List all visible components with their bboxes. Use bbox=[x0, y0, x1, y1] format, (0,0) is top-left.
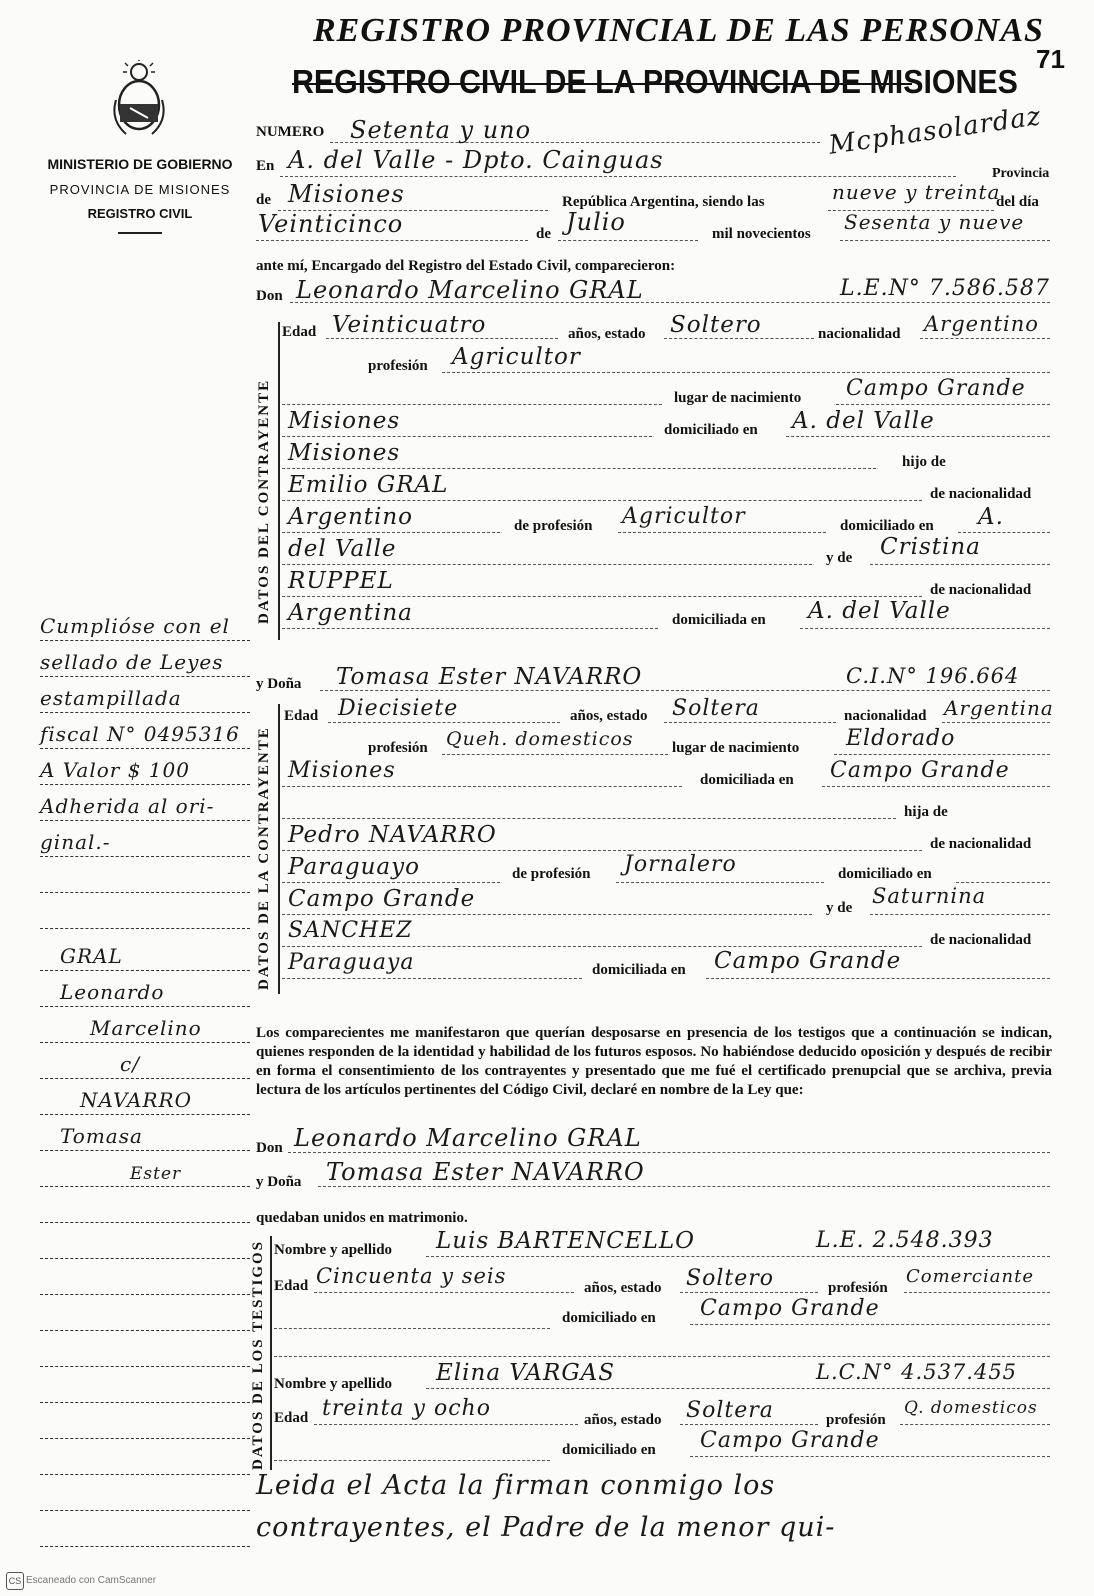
margin-name-row-2 bbox=[40, 976, 250, 1007]
margin-row-1 bbox=[40, 610, 250, 641]
place-value: A. del Valle - Dpto. Cainguas bbox=[288, 146, 664, 174]
bride-mother-dom: Campo Grande bbox=[714, 948, 902, 974]
groom-father-prof: Agricultor bbox=[622, 504, 746, 529]
bride-doc: C.I.N° 196.664 bbox=[846, 664, 1020, 688]
page-number: 71 bbox=[1036, 44, 1065, 74]
groom-de-nac-label: de nacionalidad bbox=[930, 486, 1032, 502]
margin-name-row-6 bbox=[40, 1120, 250, 1151]
bride-anios-label: años, estado bbox=[570, 708, 648, 724]
margin-blank-row-5 bbox=[40, 1336, 250, 1367]
margin-row-5 bbox=[40, 754, 250, 785]
bride-mother-nac: Paraguaya bbox=[288, 950, 415, 975]
bride-nac: Argentina bbox=[944, 696, 1054, 720]
margin-name-1: GRAL bbox=[60, 944, 123, 968]
w1-prof-label: profesión bbox=[828, 1280, 888, 1296]
bride-mother-dom-label: domiciliada en bbox=[592, 962, 686, 978]
w1-dom: Campo Grande bbox=[700, 1296, 880, 1321]
margin-blank-row-1 bbox=[40, 1192, 250, 1223]
witness-side-label: DATOS DE LOS TESTIGOS bbox=[250, 1240, 266, 1470]
w2-anios-label: años, estado bbox=[584, 1412, 662, 1428]
bride-prof-label: profesión bbox=[368, 740, 428, 756]
margin-name-2: Leonardo bbox=[60, 980, 165, 1004]
margin-text-5: A Valor $ 100 bbox=[40, 758, 190, 782]
w2-name: Elina VARGAS bbox=[436, 1360, 616, 1386]
ministry-divider bbox=[118, 232, 162, 234]
decl-dona-label: y Doña bbox=[256, 1174, 302, 1190]
w1-prof: Comerciante bbox=[906, 1266, 1034, 1287]
mes-value: Julio bbox=[566, 208, 626, 236]
groom-lugar2: Misiones bbox=[288, 408, 401, 434]
bride-prof: Queh. domesticos bbox=[446, 728, 634, 750]
camscanner-logo-icon: CS bbox=[6, 1572, 24, 1590]
margin-name-row-3 bbox=[40, 1012, 250, 1043]
footer-line-1: Leida el Acta la firman conmigo los bbox=[256, 1470, 776, 1501]
decl-closing: quedaban unidos en matrimonio. bbox=[256, 1210, 468, 1226]
groom-de-prof-label: de profesión bbox=[514, 518, 593, 534]
groom-mother: Cristina bbox=[880, 534, 981, 560]
strikethrough-line bbox=[292, 83, 912, 85]
bride-mother-nac-label: de nacionalidad bbox=[930, 932, 1032, 948]
footer-line-2: contrayentes, el Padre de la menor qui- bbox=[256, 1512, 836, 1543]
margin-blank-row-7 bbox=[40, 1408, 250, 1439]
margin-text-4: fiscal N° 0495316 bbox=[40, 722, 240, 746]
groom-father-dom2: del Valle bbox=[288, 536, 397, 562]
margin-name-5: NAVARRO bbox=[80, 1088, 192, 1112]
en-label: En bbox=[256, 158, 275, 174]
bride-dom: Campo Grande bbox=[830, 758, 1010, 783]
header-title-2: REGISTRO CIVIL DE LA PROVINCIA DE MISIONES bbox=[292, 63, 1018, 100]
decl-don-label: Don bbox=[256, 1140, 283, 1156]
groom-edad-label: Edad bbox=[282, 324, 317, 340]
w2-doc: L.C.N° 4.537.455 bbox=[816, 1360, 1018, 1384]
header-title-1: REGISTRO PROVINCIAL DE LAS PERSONAS bbox=[313, 12, 1044, 49]
province-label: PROVINCIA DE MISIONES bbox=[49, 182, 231, 197]
groom-name: Leonardo Marcelino GRAL bbox=[296, 276, 644, 304]
w1-doc: L.E. 2.548.393 bbox=[816, 1228, 994, 1253]
w2-edad-label: Edad bbox=[274, 1410, 309, 1426]
groom-mother-nac-label: de nacionalidad bbox=[930, 582, 1032, 598]
bride-name: Tomasa Ester NAVARRO bbox=[336, 664, 643, 690]
margin-blank-row-2 bbox=[40, 1228, 250, 1259]
bride-y-de-label: y de bbox=[826, 900, 853, 916]
margin-row-6 bbox=[40, 790, 250, 821]
w2-prof: Q. domesticos bbox=[904, 1398, 1038, 1418]
margin-text-6: Adherida al ori- bbox=[40, 794, 215, 818]
dia-value: Veinticinco bbox=[258, 210, 404, 238]
groom-nac-label: nacionalidad bbox=[818, 326, 901, 342]
w2-name-label: Nombre y apellido bbox=[274, 1376, 393, 1392]
coat-of-arms-icon bbox=[108, 60, 170, 140]
groom-doc: L.E.N° 7.586.587 bbox=[840, 276, 1050, 301]
w1-dom-label: domiciliado en bbox=[562, 1310, 656, 1326]
groom-side-label: DATOS DEL CONTRAYENTE bbox=[256, 378, 272, 624]
groom-father-dom-label: domiciliado en bbox=[840, 518, 934, 534]
w1-blank-line bbox=[274, 1334, 1050, 1357]
anio-value: Sesenta y nueve bbox=[844, 210, 1025, 234]
margin-blank-row-3 bbox=[40, 1264, 250, 1295]
bride-de-nac-label: de nacionalidad bbox=[930, 836, 1032, 852]
margin-name-6: Tomasa bbox=[60, 1124, 143, 1148]
groom-estado: Soltero bbox=[670, 312, 762, 338]
bride-nac-label: nacionalidad bbox=[844, 708, 927, 724]
provincia-label: Provincia bbox=[992, 166, 1050, 181]
de2-label: de bbox=[536, 226, 551, 242]
bride-side-label: DATOS DE LA CONTRAYENTE bbox=[256, 726, 272, 990]
hora-value: nueve y treinta bbox=[832, 180, 1001, 204]
w2-dom: Campo Grande bbox=[700, 1428, 880, 1453]
groom-edad: Veinticuatro bbox=[332, 312, 487, 338]
bride-edad-label: Edad bbox=[284, 708, 319, 724]
bride-father-nac: Paraguayo bbox=[288, 854, 420, 880]
margin-row-3 bbox=[40, 682, 250, 713]
bride-dom-label: domiciliada en bbox=[700, 772, 794, 788]
w2-dom-pre-line bbox=[274, 1438, 550, 1461]
republica-label: República Argentina, siendo las bbox=[562, 194, 765, 210]
groom-mother-dom: A. del Valle bbox=[808, 598, 951, 624]
bride-lugar2: Misiones bbox=[288, 758, 396, 783]
groom-prof: Agricultor bbox=[452, 344, 581, 370]
groom-father-dom: A. bbox=[978, 504, 1004, 530]
groom-section-bar bbox=[278, 322, 280, 640]
bride-father-dom-line bbox=[956, 860, 1050, 883]
groom-hijo-label: hijo de bbox=[902, 454, 946, 470]
margin-row-8 bbox=[40, 862, 250, 893]
margin-blank-row-10 bbox=[40, 1516, 250, 1547]
w2-estado: Soltera bbox=[686, 1398, 774, 1423]
bride-father-dom-label: domiciliado en bbox=[838, 866, 932, 882]
margin-name-row-4 bbox=[40, 1048, 250, 1079]
margin-text-1: Cumplióse con el bbox=[40, 614, 230, 638]
w2-prof-label: profesión bbox=[826, 1412, 886, 1428]
groom-father-nac: Argentino bbox=[288, 504, 414, 530]
margin-name-row-7 bbox=[40, 1156, 250, 1187]
margin-name-row-5 bbox=[40, 1084, 250, 1115]
margin-text-2: sellado de Leyes bbox=[40, 650, 224, 674]
groom-dom-label: domiciliado en bbox=[664, 422, 758, 438]
groom-lugar-pre-line bbox=[282, 382, 662, 405]
groom-lugar: Campo Grande bbox=[846, 376, 1026, 401]
bride-edad: Diecisiete bbox=[338, 696, 459, 721]
bride-lugar-label: lugar de nacimiento bbox=[672, 740, 800, 756]
bride-father-dom2: Campo Grande bbox=[288, 886, 476, 912]
witness-section-bar bbox=[270, 1236, 272, 1470]
margin-text-7: ginal.- bbox=[40, 830, 111, 854]
margin-row-4 bbox=[40, 718, 250, 749]
groom-nac: Argentino bbox=[924, 312, 1039, 336]
ante-mi-text: ante mí, Encargado del Registro del Estado Civil, comparecieron: bbox=[256, 258, 676, 274]
groom-y-de-label: y de bbox=[826, 550, 853, 566]
de-label: de bbox=[256, 192, 271, 208]
margin-blank-row-6 bbox=[40, 1372, 250, 1403]
bride-dom2-line bbox=[282, 796, 896, 819]
dona-label: y Doña bbox=[256, 676, 302, 692]
margin-row-2 bbox=[40, 646, 250, 677]
bride-estado: Soltera bbox=[672, 696, 760, 721]
numero-label: NUMERO bbox=[256, 124, 325, 140]
ministry-label: MINISTERIO DE GOBIERNO bbox=[47, 156, 233, 172]
w1-edad-label: Edad bbox=[274, 1278, 309, 1294]
bride-section-bar bbox=[278, 704, 280, 994]
groom-prof-label: profesión bbox=[368, 358, 428, 374]
groom-dom: A. del Valle bbox=[792, 408, 935, 434]
w2-dom-label: domiciliado en bbox=[562, 1442, 656, 1458]
decl-don-name: Leonardo Marcelino GRAL bbox=[294, 1124, 642, 1152]
margin-name-4: c/ bbox=[120, 1052, 140, 1076]
numero-value: Setenta y uno bbox=[350, 116, 532, 144]
w1-dom-pre-line bbox=[274, 1306, 550, 1329]
w1-edad: Cincuenta y seis bbox=[316, 1264, 507, 1288]
bride-lugar: Eldorado bbox=[846, 726, 956, 751]
registry-label: REGISTRO CIVIL bbox=[87, 206, 193, 221]
margin-text-3: estampillada bbox=[40, 686, 182, 710]
groom-dom2: Misiones bbox=[288, 440, 401, 466]
declaration-text: Los comparecientes me manifestaron que querían desposarse en presencia de los testigos que a continuación se indican, quienes responden de la identidad y habilidad de los futuros esposos. No habiéndose deducido oposición y después de recibir en forma el consentimiento de los contrayentes y presentado que me fué el certificado prenupcial que se archiva, previa lectura de los artículos pertinentes del Código Civil, declaré en nombre de la Ley que: bbox=[256, 1025, 1052, 1098]
bride-father: Pedro NAVARRO bbox=[288, 822, 497, 848]
groom-mother2: RUPPEL bbox=[288, 568, 394, 594]
w1-name-label: Nombre y apellido bbox=[274, 1242, 393, 1258]
groom-father-dom-line bbox=[958, 510, 1050, 533]
margin-blank-row-8 bbox=[40, 1444, 250, 1475]
bride-mother: Saturnina bbox=[872, 884, 987, 908]
margin-blank-row-4 bbox=[40, 1300, 250, 1331]
w2-edad: treinta y ocho bbox=[322, 1396, 491, 1421]
groom-mother-dom-label: domiciliada en bbox=[672, 612, 766, 628]
province-value: Misiones bbox=[288, 180, 405, 208]
bride-mother2: SANCHEZ bbox=[288, 918, 413, 943]
margin-blank-row-9 bbox=[40, 1480, 250, 1511]
margin-name-row-1 bbox=[40, 940, 250, 971]
bride-father-prof: Jornalero bbox=[624, 852, 737, 877]
w1-anios-label: años, estado bbox=[584, 1280, 662, 1296]
bride-de-prof-label: de profesión bbox=[512, 866, 591, 882]
decl-dona-name: Tomasa Ester NAVARRO bbox=[326, 1158, 645, 1186]
groom-father: Emilio GRAL bbox=[288, 472, 449, 498]
w1-estado: Soltero bbox=[686, 1266, 774, 1291]
margin-row-7 bbox=[40, 826, 250, 857]
bride-hija-label: hija de bbox=[904, 804, 948, 820]
margin-name-3: Marcelino bbox=[90, 1016, 202, 1040]
groom-mother-nac: Argentina bbox=[288, 600, 413, 626]
mil-label: mil novecientos bbox=[712, 226, 811, 242]
w1-name: Luis BARTENCELLO bbox=[436, 1228, 696, 1254]
scanner-watermark: Escaneado con CamScanner bbox=[26, 1575, 157, 1586]
margin-row-9 bbox=[40, 898, 250, 929]
groom-lugar-label: lugar de nacimiento bbox=[674, 390, 802, 406]
registrar-signature: Mcphasolardaz bbox=[826, 101, 1044, 161]
margin-name-7: Ester bbox=[130, 1164, 182, 1184]
groom-anios-label: años, estado bbox=[568, 326, 646, 342]
don-label: Don bbox=[256, 288, 283, 304]
del-dia-label: del día bbox=[996, 194, 1039, 210]
